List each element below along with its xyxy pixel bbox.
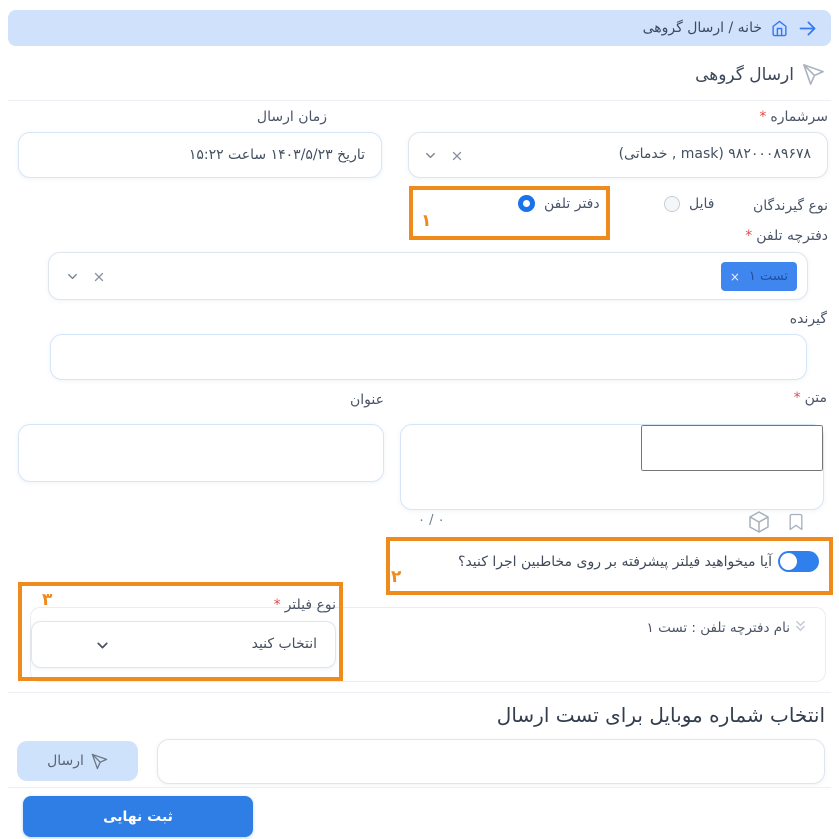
- annotation-box-3: [18, 582, 343, 681]
- message-field: [400, 424, 824, 510]
- annotation-number-3: ۳: [42, 590, 53, 610]
- phonebook-select[interactable]: [48, 252, 808, 300]
- send-time-label: زمان ارسال: [256, 109, 327, 125]
- char-counter: ۰ / ۰: [418, 513, 445, 528]
- send-time-field: [18, 132, 382, 178]
- required-asterisk: *: [759, 109, 767, 125]
- page-title: ارسال گروهی: [695, 64, 794, 85]
- send-time-input[interactable]: [19, 133, 381, 177]
- filter-panel-collapse-label[interactable]: نام دفترچه تلفن : تست ۱: [646, 620, 790, 636]
- back-arrow-icon[interactable]: [797, 18, 818, 39]
- test-send-button[interactable]: [17, 741, 138, 781]
- home-icon[interactable]: [771, 20, 788, 37]
- phonebook-tag: [721, 262, 797, 291]
- subject-field: [18, 424, 384, 482]
- annotation-number-1: ۱: [421, 211, 432, 231]
- sender-select[interactable]: [408, 132, 828, 178]
- package-icon[interactable]: [747, 510, 771, 534]
- receiver-input[interactable]: [51, 335, 806, 379]
- phonebook-label: دفترچه تلفن*: [745, 228, 828, 244]
- subject-input[interactable]: [19, 425, 383, 481]
- message-textarea[interactable]: [641, 425, 823, 471]
- divider-test-section: [8, 692, 831, 693]
- clear-icon[interactable]: [93, 271, 105, 283]
- phonebook-tag-label: تست ۱: [748, 269, 788, 284]
- final-submit-button[interactable]: [23, 796, 253, 837]
- test-number-field: [157, 739, 825, 784]
- divider-bottom: [8, 787, 831, 788]
- test-send-button-label: ارسال: [47, 753, 84, 769]
- clear-icon[interactable]: [451, 150, 463, 162]
- radio-phonebook-label: دفتر تلفن: [544, 195, 600, 212]
- sender-value: ۹۸۲۰۰۰۸۹۶۷۸ (mask , خدماتی): [618, 146, 811, 162]
- tag-remove-icon[interactable]: ×: [729, 269, 740, 284]
- chevron-down-icon[interactable]: [65, 269, 80, 284]
- required-asterisk: *: [745, 228, 753, 244]
- chevron-down-icon[interactable]: [423, 148, 438, 163]
- test-number-input[interactable]: [158, 740, 824, 783]
- breadcrumb: [8, 10, 831, 46]
- receiver-field: [50, 334, 807, 380]
- filter-type-value: انتخاب کنید: [251, 636, 317, 652]
- required-asterisk: *: [273, 597, 281, 613]
- annotation-box-2: [386, 537, 833, 595]
- divider-top: [8, 100, 831, 101]
- filter-type-label: نوع فیلتر*: [273, 597, 336, 613]
- bookmark-icon[interactable]: [786, 511, 806, 533]
- annotation-box-1: [409, 186, 610, 240]
- radio-option-file[interactable]: [664, 196, 714, 212]
- test-send-heading: انتخاب شماره موبایل برای تست ارسال: [496, 703, 825, 727]
- page-title-row: [695, 63, 825, 86]
- sender-label: سرشماره*: [759, 109, 828, 125]
- paper-plane-icon: [91, 753, 108, 770]
- breadcrumb-text[interactable]: خانه / ارسال گروهی: [642, 20, 762, 36]
- advanced-filter-question: آیا میخواهید فیلتر پیشرفته بر روی مخاطبین اجرا کنید؟: [458, 554, 772, 570]
- paper-plane-icon: [802, 63, 825, 86]
- message-label: متن*: [793, 390, 827, 406]
- radio-unchecked-icon[interactable]: [664, 196, 680, 212]
- phonebook-select-controls: [65, 269, 105, 284]
- collapse-chevrons-icon[interactable]: [793, 618, 808, 635]
- recipient-type-label: نوع گیرندگان: [752, 198, 828, 214]
- receiver-label: گیرنده: [789, 311, 827, 327]
- radio-file-label: فایل: [689, 196, 715, 212]
- sender-select-controls: [423, 148, 463, 163]
- subject-label: عنوان: [350, 392, 384, 408]
- annotation-number-2: ۲: [391, 567, 402, 587]
- required-asterisk: *: [793, 390, 801, 406]
- final-submit-label: ثبت نهایی: [103, 808, 173, 825]
